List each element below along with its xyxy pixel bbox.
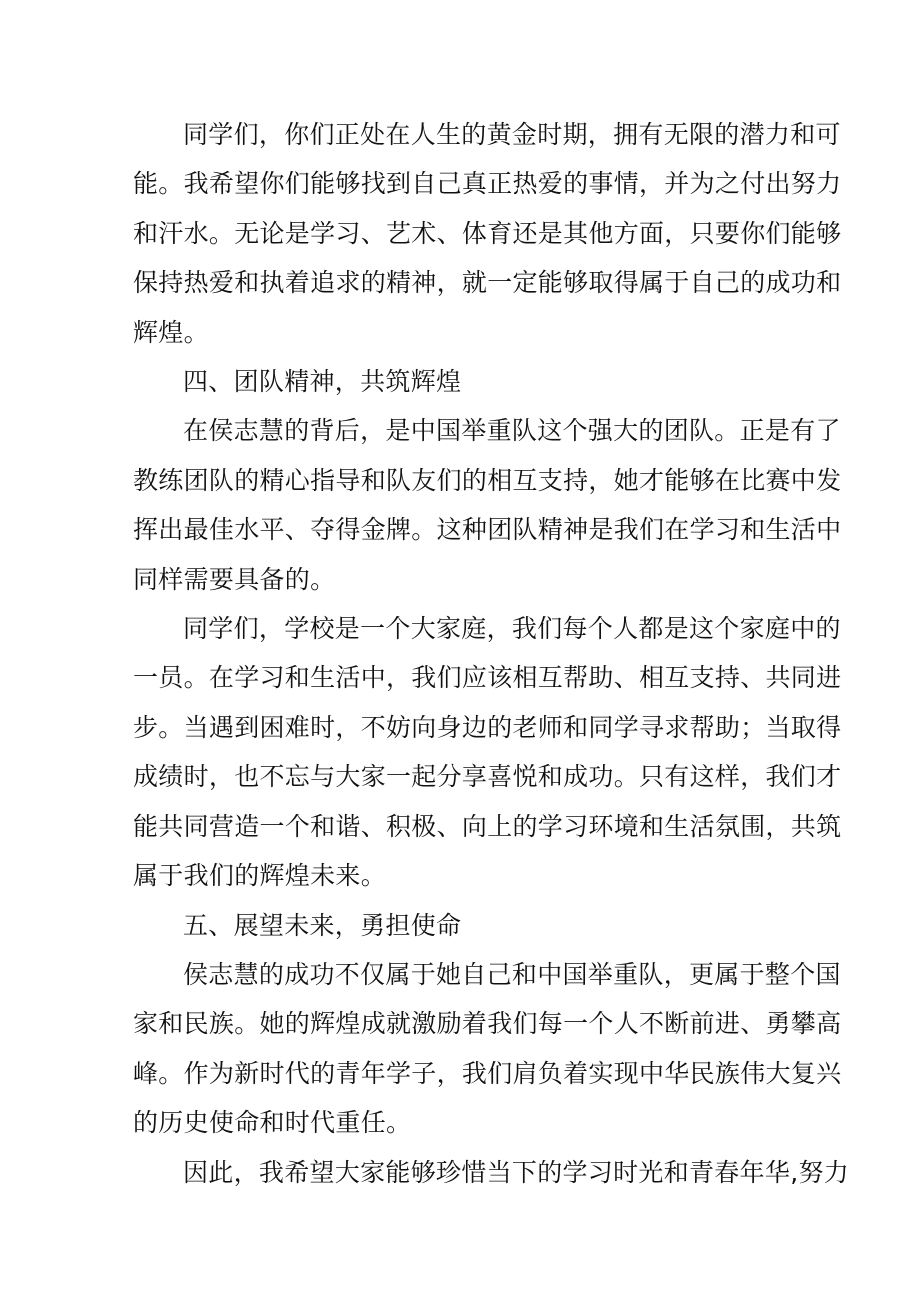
text-line: 侯志慧的成功不仅属于她自己和中国举重队，更属于整个国 [183, 959, 841, 989]
section-heading-future [133, 901, 795, 950]
paragraph-nation-pride [133, 950, 842, 1148]
body-text [133, 110, 850, 1197]
text-line: 同学们，学校是一个大家庭，我们每个人都是这个家庭中的 [183, 614, 841, 644]
text-line: 保持热爱和执着追求的精神，就一定能够取得属于自己的成功和 [133, 268, 842, 298]
text-line: 属于我们的辉煌未来。 [133, 861, 387, 891]
heading-text: 四、团队精神，共筑辉煌 [183, 367, 462, 397]
text-line: 同学们，你们正处在人生的黄金时期，拥有无限的潜力和可 [183, 120, 841, 149]
section-heading-teamwork [133, 357, 795, 406]
text-line: 教练团队的精心指导和队友们的相互支持，她才能够在比赛中发 [133, 465, 842, 495]
text-line: 挥出最佳水平、夺得金牌。这种团队精神是我们在学习和生活中 [133, 515, 842, 545]
heading-text: 五、展望未来，勇担使命 [183, 910, 462, 940]
text-line: 成绩时，也不忘与大家一起分享喜悦和成功。只有这样，我们才 [133, 762, 842, 792]
text-line: 因此，我希望大家能够珍惜当下的学习时光和青春年华,努力 [183, 1157, 850, 1187]
text-line: 家和民族。她的辉煌成就激励着我们每一个人不断前进、勇攀高 [133, 1009, 842, 1039]
text-line: 的历史使命和时代重任。 [133, 1108, 412, 1138]
text-line: 能。我希望你们能够找到自己真正热爱的事情，并为之付出努力 [133, 169, 842, 199]
text-line: 在侯志慧的背后，是中国举重队这个强大的团队。正是有了 [183, 416, 841, 446]
text-line: 辉煌。 [133, 317, 209, 347]
text-line: 峰。作为新时代的青年学子，我们肩负着实现中华民族伟大复兴 [133, 1058, 842, 1088]
text-line: 和汗水。无论是学习、艺术、体育还是其他方面，只要你们能够 [133, 218, 842, 248]
paragraph-golden-period [133, 110, 842, 357]
paragraph-cherish-time [133, 1148, 850, 1197]
text-line: 步。当遇到困难时，不妨向身边的老师和同学寻求帮助；当取得 [133, 712, 842, 742]
text-line: 同样需要具备的。 [133, 564, 336, 594]
text-line: 能共同营造一个和谐、积极、向上的学习环境和生活氛围，共筑 [133, 811, 842, 841]
text-line: 一员。在学习和生活中，我们应该相互帮助、相互支持、共同进 [133, 663, 842, 693]
paragraph-school-family [133, 604, 842, 900]
paragraph-team-behind [133, 406, 842, 604]
